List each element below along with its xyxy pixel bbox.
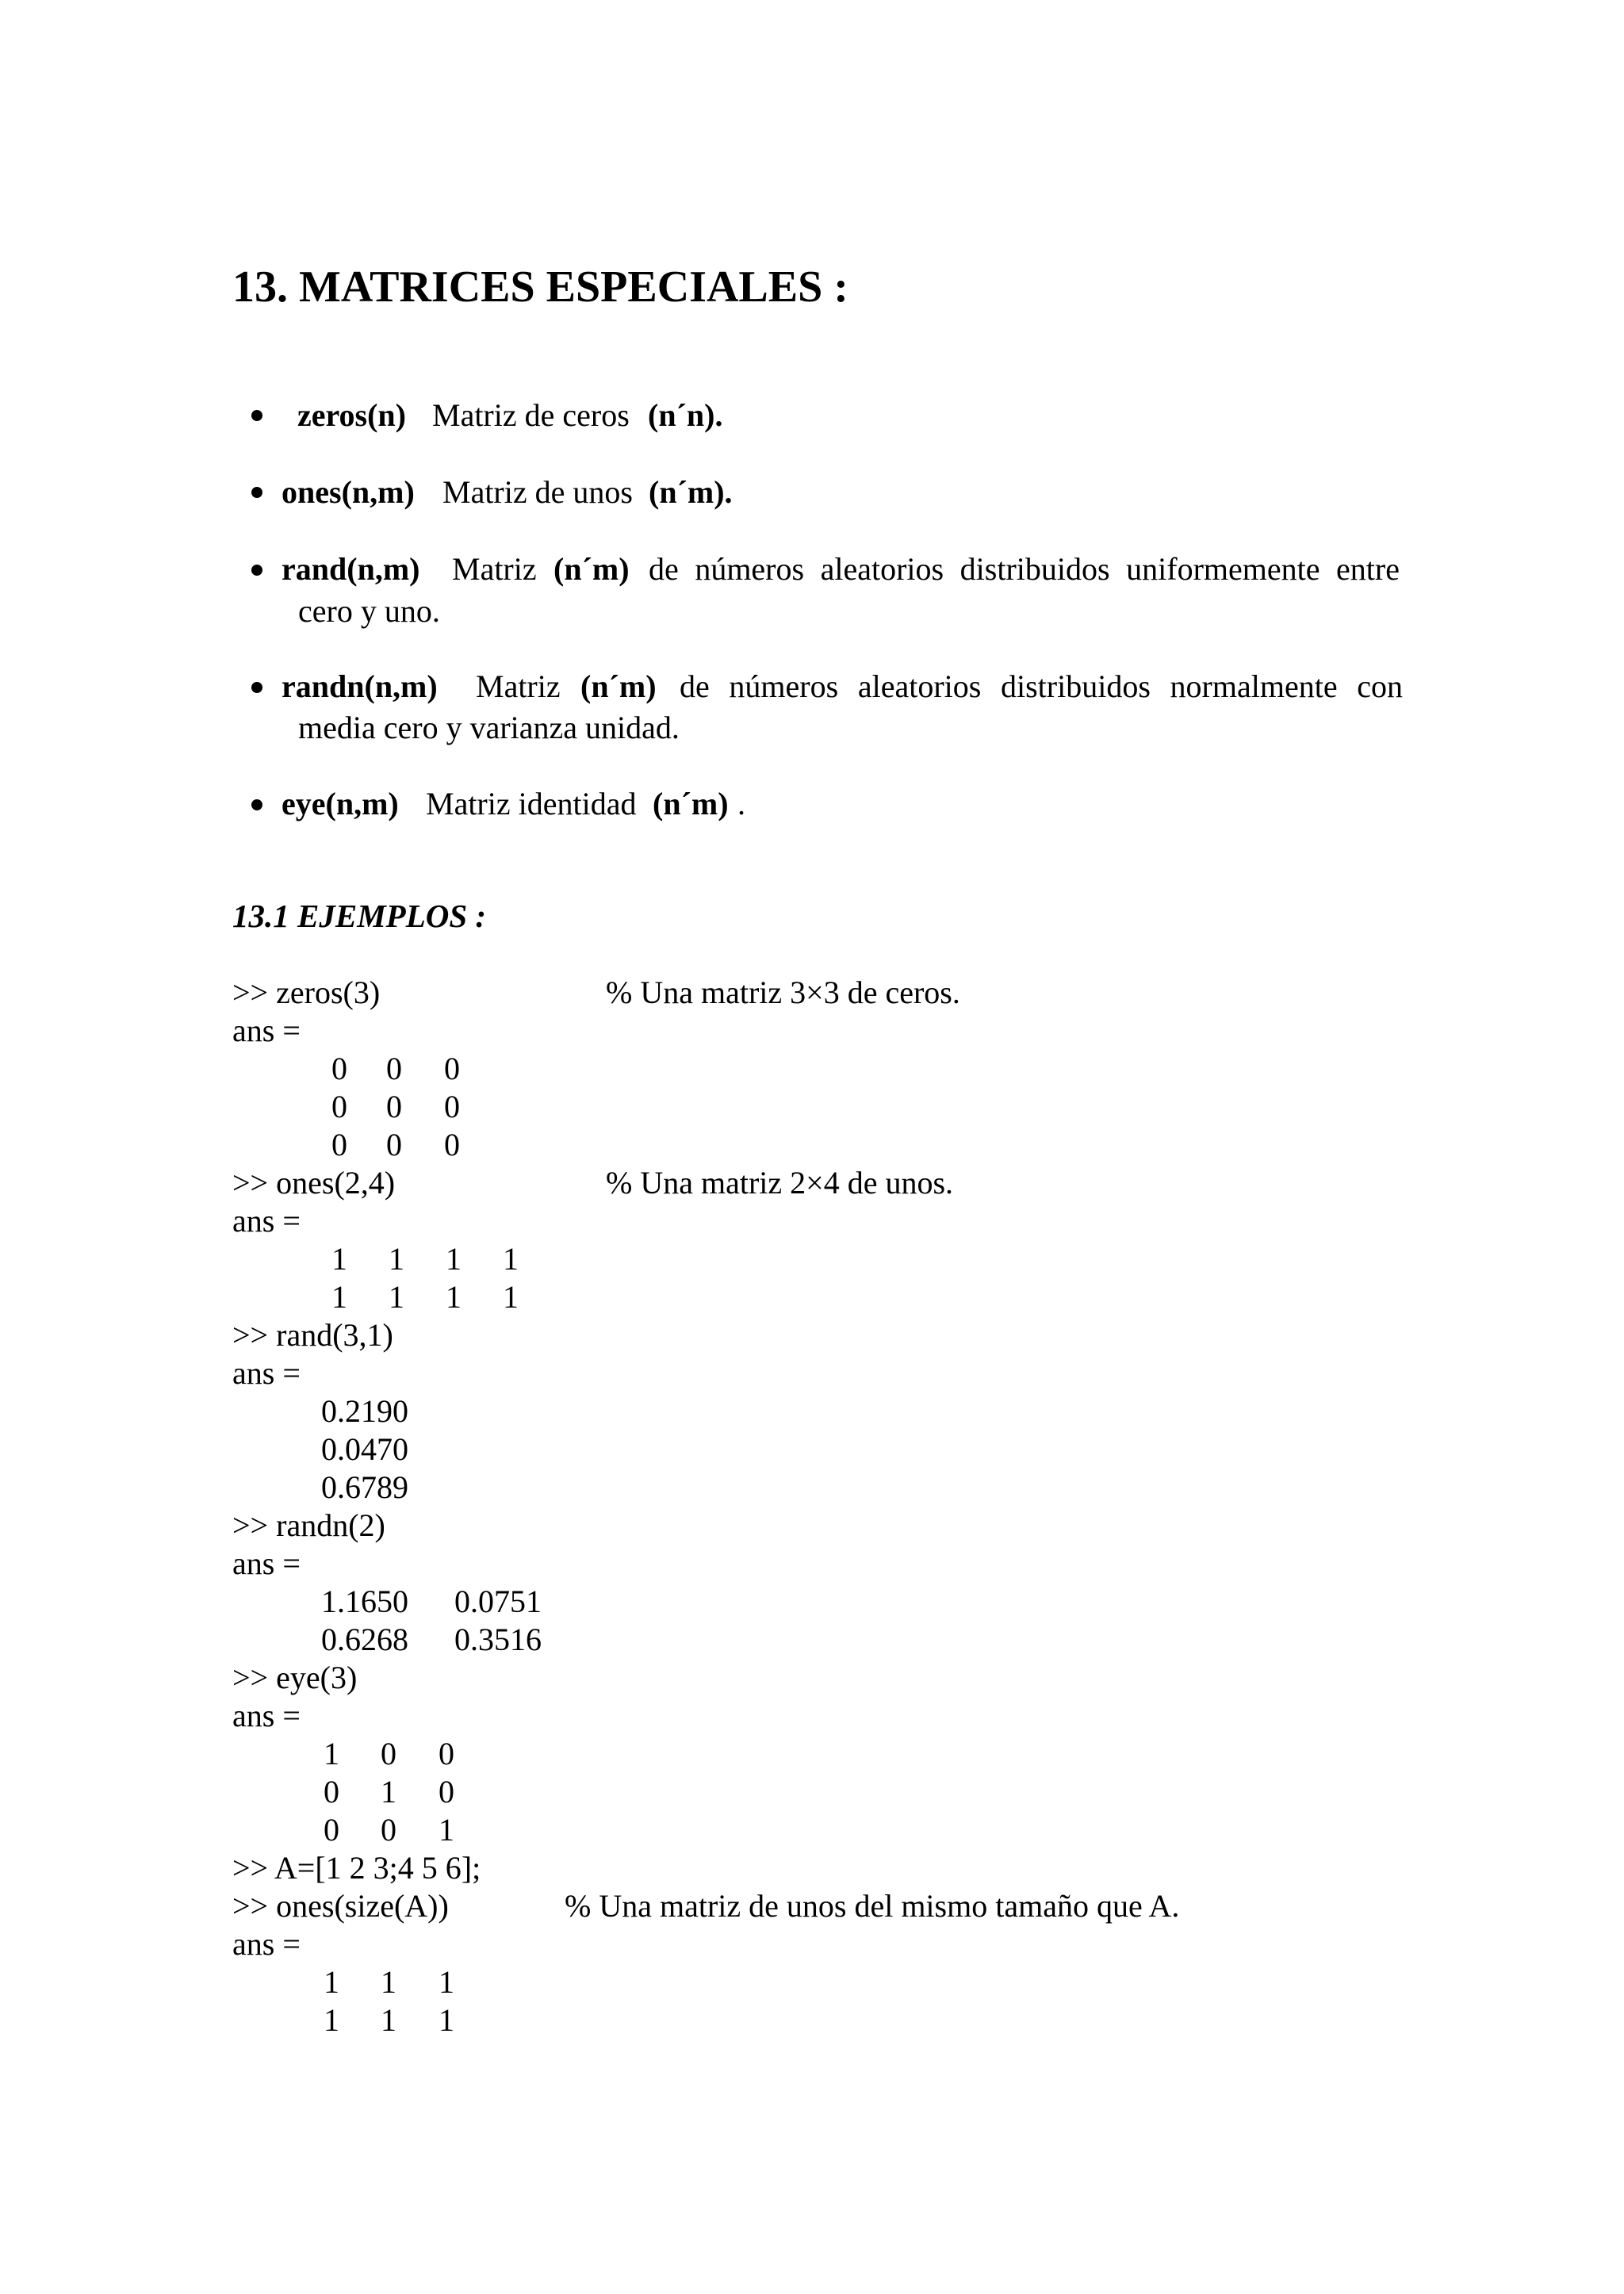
code-comment: % Una matriz 2×4 de unos.: [606, 1165, 954, 1201]
matrix-cell: 1: [439, 2002, 454, 2038]
examples-title: 13.1 EJEMPLOS :: [232, 898, 487, 934]
matrix-cell: 1: [381, 1964, 396, 2000]
function-name: zeros(n): [297, 397, 406, 433]
command-line: >> zeros(3): [232, 975, 381, 1010]
function-dims: (n´m).: [649, 474, 733, 510]
ans-label: ans =: [232, 1698, 301, 1733]
matrix-cell: 0.2190: [321, 1393, 408, 1429]
matrix-cell: 1: [439, 1812, 454, 1848]
function-dims: (n´m): [553, 551, 630, 587]
matrix-cell: 1: [503, 1279, 519, 1315]
command-line: >> ones(2,4): [232, 1165, 396, 1201]
matrix-cell: 0: [324, 1774, 339, 1810]
function-name: randn(n,m): [282, 668, 438, 704]
function-description-prefix: Matriz: [452, 551, 537, 587]
matrix-cell: 0: [439, 1774, 454, 1810]
ans-label: ans =: [232, 1013, 301, 1048]
ans-label: ans =: [232, 1545, 301, 1581]
matrix-cell: 1: [381, 2002, 396, 2038]
matrix-cell: 1: [446, 1241, 462, 1277]
command-line: >> A=[1 2 3;4 5 6];: [232, 1850, 481, 1886]
matrix-cell: 0: [439, 1736, 454, 1771]
ans-label: ans =: [232, 1355, 301, 1391]
code-comment: % Una matriz 3×3 de ceros.: [606, 975, 960, 1010]
matrix-cell: 1: [324, 1964, 339, 2000]
function-name: ones(n,m): [282, 474, 415, 510]
matrix-cell: 0: [444, 1089, 460, 1124]
function-description-prefix: Matriz: [476, 668, 561, 704]
matrix-cell: 1: [324, 2002, 339, 2038]
matrix-cell: 0.3516: [454, 1622, 542, 1657]
bullet-icon: [251, 487, 262, 498]
function-description-cont: media cero y varianza unidad.: [298, 710, 680, 745]
matrix-cell: 0: [381, 1812, 396, 1848]
ans-label: ans =: [232, 1203, 301, 1239]
function-description: Matriz de ceros: [432, 397, 630, 433]
ans-label: ans =: [232, 1926, 301, 1962]
matrix-cell: 0: [381, 1736, 396, 1771]
code-comment: % Una matriz de unos del mismo tamaño que A.: [565, 1888, 1180, 1924]
matrix-cell: 0: [331, 1051, 347, 1086]
matrix-cell: 1: [331, 1241, 347, 1277]
function-name: eye(n,m): [282, 786, 399, 821]
function-dims: (n´m): [653, 786, 729, 821]
matrix-cell: 1: [439, 1964, 454, 2000]
matrix-cell: 1: [381, 1774, 396, 1810]
matrix-cell: 1: [389, 1279, 404, 1315]
matrix-cell: 1: [324, 1736, 339, 1771]
matrix-cell: 1: [331, 1279, 347, 1315]
function-tail: .: [737, 786, 745, 821]
matrix-cell: 1: [446, 1279, 462, 1315]
matrix-cell: 0.6268: [321, 1622, 408, 1657]
matrix-cell: 1: [389, 1241, 404, 1277]
matrix-cell: 0: [444, 1127, 460, 1162]
command-line: >> eye(3): [232, 1660, 358, 1695]
function-dims: (n´n).: [648, 397, 723, 433]
function-description: Matriz de unos: [442, 474, 633, 510]
section-title: 13. MATRICES ESPECIALES :: [232, 262, 848, 312]
matrix-cell: 1: [503, 1241, 519, 1277]
function-description: de números aleatorios distribuidos uniformemente entre: [649, 551, 1400, 587]
bullet-icon: [251, 799, 262, 810]
matrix-cell: 0: [386, 1127, 402, 1162]
command-line: >> randn(2): [232, 1507, 385, 1543]
matrix-cell: 0: [331, 1127, 347, 1162]
matrix-cell: 0.0470: [321, 1431, 408, 1467]
matrix-cell: 0: [331, 1089, 347, 1124]
function-description: Matriz identidad: [426, 786, 637, 821]
bullet-icon: [251, 410, 262, 421]
matrix-cell: 0.0751: [454, 1584, 542, 1619]
command-line: >> ones(size(A)): [232, 1888, 449, 1924]
matrix-cell: 0: [444, 1051, 460, 1086]
matrix-cell: 0: [324, 1812, 339, 1848]
matrix-cell: 1.1650: [321, 1584, 408, 1619]
bullet-icon: [251, 682, 262, 693]
function-description: de números aleatorios distribuidos normalmente con: [680, 668, 1403, 704]
bullet-icon: [251, 565, 262, 576]
matrix-cell: 0.6789: [321, 1469, 408, 1505]
command-line: >> rand(3,1): [232, 1317, 393, 1353]
function-description-cont: cero y uno.: [298, 593, 440, 629]
matrix-cell: 0: [386, 1051, 402, 1086]
function-dims: (n´m): [580, 668, 657, 704]
function-name: rand(n,m): [282, 551, 420, 587]
matrix-cell: 0: [386, 1089, 402, 1124]
